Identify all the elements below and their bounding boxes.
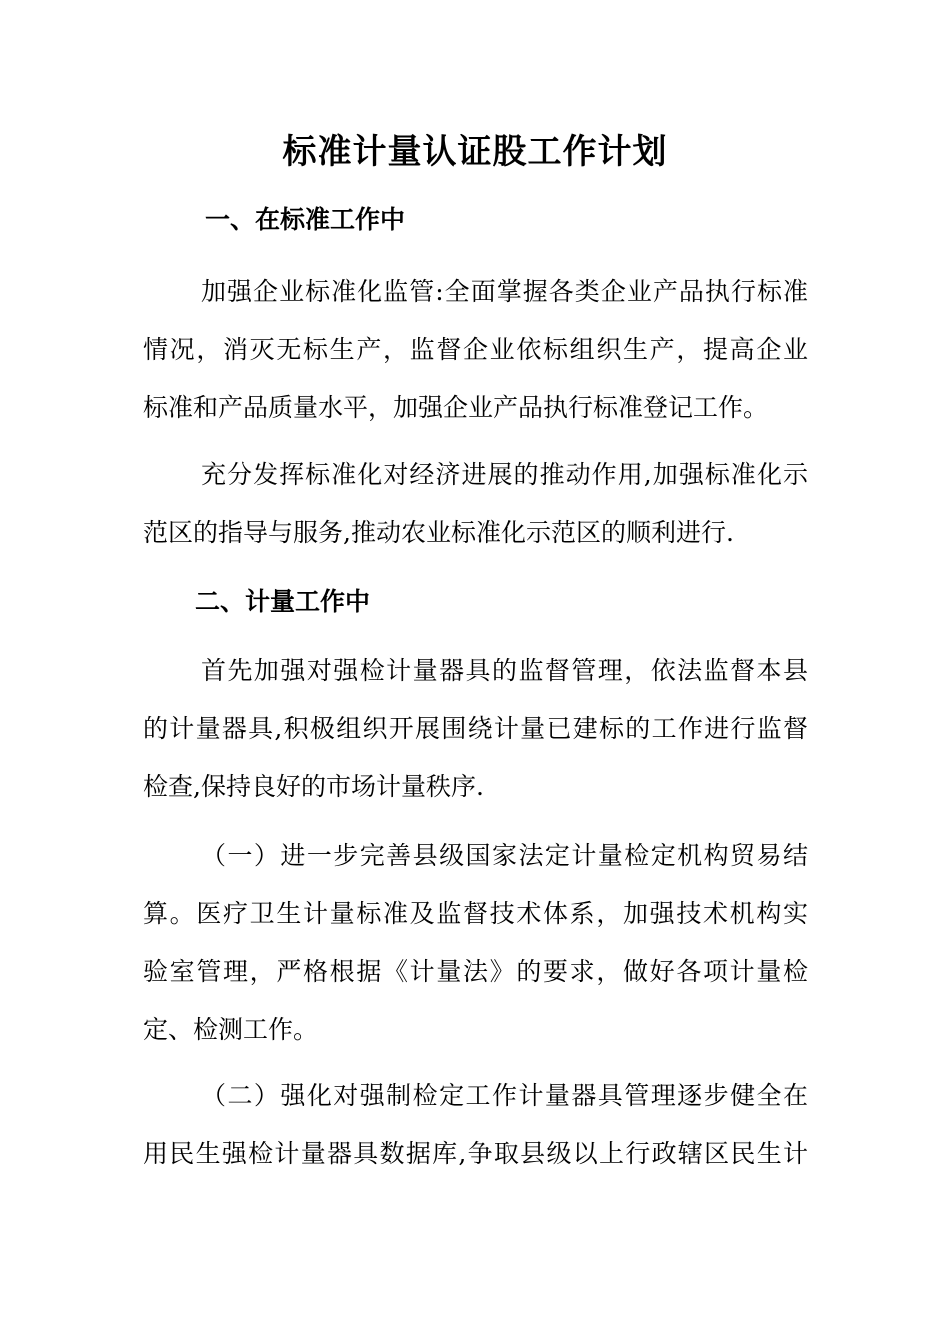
text-line: 定、检测工作。	[143, 1015, 319, 1044]
paragraph-standards-supervision	[143, 263, 808, 437]
text-line: 验室管理，严格根据《计量法》的要求，做好各项计量检	[143, 957, 808, 986]
text-line: 情况，消灭无标生产，监督企业依标组织生产，提高企业	[143, 335, 808, 364]
text-line: 的计量器具,积极组织开展围绕计量已建标的工作进行监督	[143, 714, 808, 743]
paragraph-metrology-item-1	[143, 827, 808, 1059]
text-line: 加强企业标准化监管:全面掌握各类企业产品执行标准	[201, 277, 808, 306]
text-line: （二）强化对强制检定工作计量器具管理逐步健全在	[201, 1081, 808, 1110]
paragraph-metrology-item-2	[143, 1067, 808, 1183]
text-line: 充分发挥标准化对经济进展的推动作用,加强标准化示	[201, 460, 808, 489]
text-line: 范区的指导与服务,推动农业标准化示范区的顺利进行.	[143, 518, 734, 547]
text-line: 检查,保持良好的市场计量秩序.	[143, 772, 484, 801]
section-heading-metrology: 二、计量工作中	[195, 587, 371, 616]
paragraph-metrology-supervision	[143, 642, 808, 816]
text-line: 标准和产品质量水平，加强企业产品执行标准登记工作。	[143, 393, 769, 422]
document-title: 标准计量认证股工作计划	[282, 132, 668, 172]
text-line: （一）进一步完善县级国家法定计量检定机构贸易结	[201, 841, 808, 870]
paragraph-standards-demonstration	[143, 446, 808, 562]
section-heading-standards: 一、在标准工作中	[205, 205, 406, 234]
text-line: 首先加强对强检计量器具的监督管理，依法监督本县	[201, 656, 808, 685]
text-line: 算。医疗卫生计量标准及监督技术体系，加强技术机构实	[143, 899, 808, 928]
text-line: 用民生强检计量器具数据库,争取县级以上行政辖区民生计	[143, 1139, 808, 1168]
